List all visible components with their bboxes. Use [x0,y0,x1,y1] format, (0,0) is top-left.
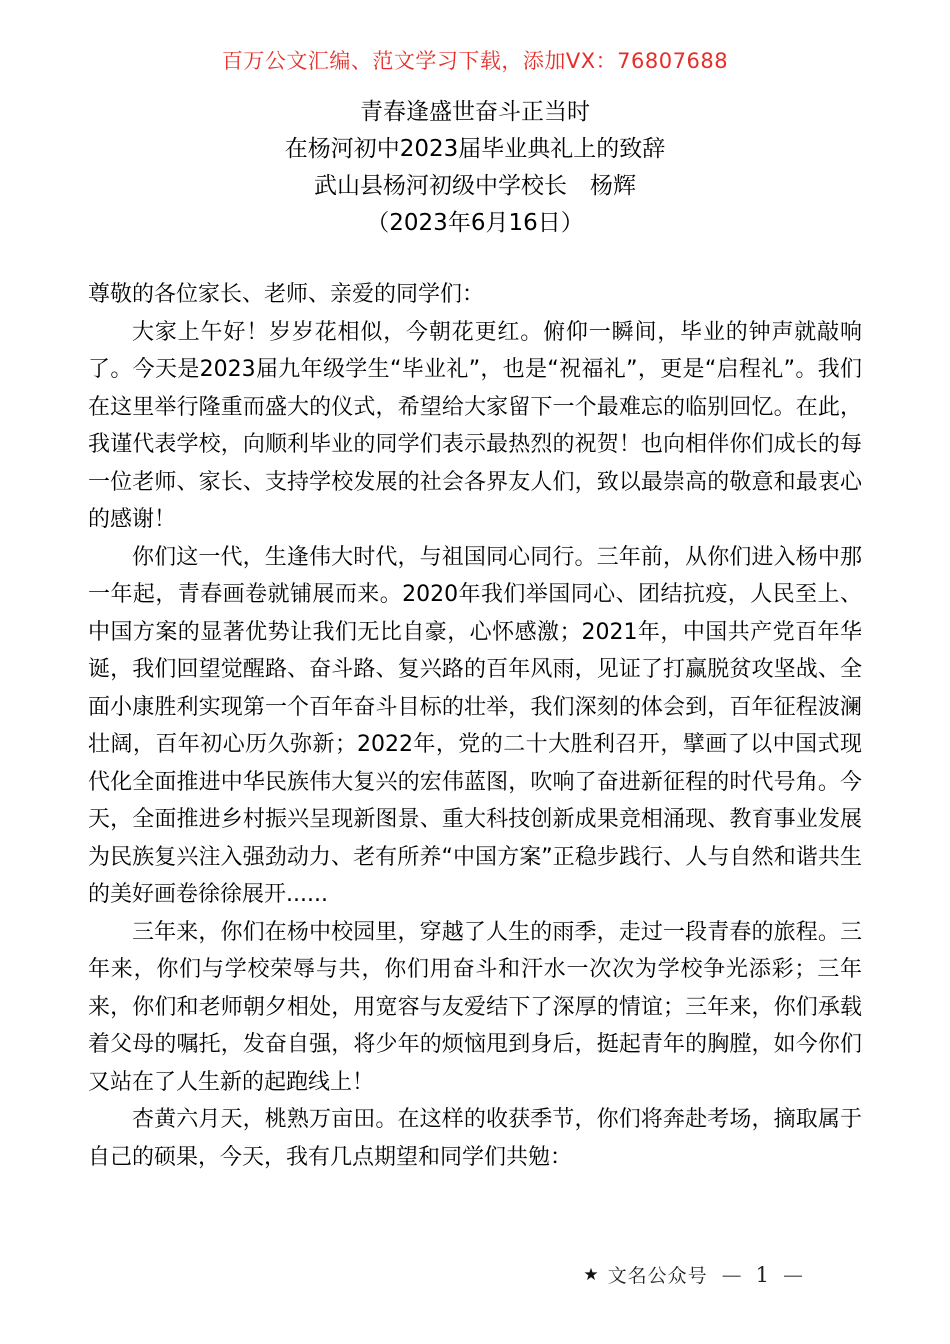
doc-date-line: （2023年6月16日） [366,210,584,236]
star-icon: ★ [583,1264,599,1285]
body-paragraph: 你们这一代，生逢伟大时代，与祖国同心同行。三年前，从你们进入杨中那一年起，青春画卷就铺展而来。2020年我们举国同心、团结抗疫，人民至上、中国方案的显著优势让我们无比自豪，心怀感激；2021年，中国共产党百年华诞，我们回望觉醒路、奋斗路、复兴路的百年风雨，见证了打赢脱贫攻坚战、全面小康胜利实现第一个百年奋斗目标的壮举，我们深刻的体会到，百年征程波澜壮阔，百年初心历久弥新；2022年，党的二十大胜利召开，擘画了以中国式现代化全面推进中华民族伟大复兴的宏伟蓝图，吹响了奋进新征程的时代号角。今天，全面推进乡村振兴呈现新图景、重大科技创新成果竞相涌现、教育事业发展为民族复兴注入强劲动力、老有所养“中国方案”正稳步践行、人与自然和谐共生的美好画卷徐徐展开...... [88,544,862,907]
promo-notice: 百万公文汇编、范文学习下载，添加VX：76807688 [221,49,729,73]
salutation-line: 尊敬的各位家长、老师、亲爱的同学们： [88,282,485,307]
doc-speaker-line: 武山县杨河初级中学校长 杨辉 [314,173,636,199]
body-paragraph: 三年来，你们在杨中校园里，穿越了人生的雨季，走过一段青春的旅程。三年来，你们与学校荣辱与共，你们用奋斗和汗水一次次为学校争光添彩；三年来，你们和老师朝夕相处，用宽容与友爱结下了深厚的情谊；三年来，你们承载着父母的嘱托，发奋自强，将少年的烦恼甩到身后，挺起青年的胸膛，如今你们又站在了人生新的起跑线上！ [88,919,862,1095]
doc-subtitle: 在杨河初中2023届毕业典礼上的致辞 [284,136,666,162]
page-number-right-dash: — [783,1262,803,1287]
body-paragraph: 杏黄六月天，桃熟万亩田。在这样的收获季节，你们将奔赴考场，摘取属于自己的硕果，今天，我有几点期望和同学们共勉： [88,1107,862,1170]
document-body [88,276,862,1176]
page-number: 1 [755,1262,769,1287]
footer-brand: 文名公众号 [607,1265,708,1287]
body-paragraph: 大家上午好！岁岁花相似，今朝花更红。俯仰一瞬间，毕业的钟声就敲响了。今天是2023届九年级学生“毕业礼”，也是“祝福礼”，更是“启程礼”。我们在这里举行隆重而盛大的仪式，希望给大家留下一个最难忘的临别回忆。在此，我谨代表学校，向顺利毕业的同学们表示最热烈的祝贺！也向相伴你们成长的每一位老师、家长、支持学校发展的社会各界友人们，致以最崇高的敬意和最衷心的感谢！ [88,319,862,532]
doc-title: 青春逢盛世奋斗正当时 [360,99,590,125]
page-footer [583,1261,817,1288]
page-number-left-dash: — [721,1262,742,1287]
title-block [0,94,950,242]
